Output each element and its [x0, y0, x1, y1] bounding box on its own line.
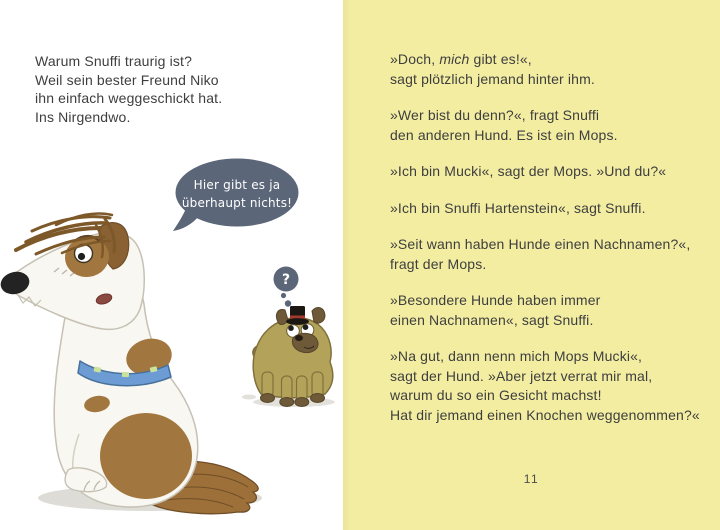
story-line-emphasis: mich [439, 51, 470, 67]
thought-bubble-mark: ? [281, 272, 291, 288]
story-line: sagt der Hund. »Aber jetzt verrat mir mal, [390, 367, 653, 384]
intro-line: ihn einfach weggeschickt hat. [35, 90, 223, 106]
story-line: »Na gut, dann nenn mich Mops Mucki«, [390, 348, 643, 364]
speech-bubble-line: überhaupt nichts! [181, 195, 293, 210]
story-line: einen Nachnamen«, sagt Snuffi. [390, 311, 594, 328]
left-page [0, 0, 343, 530]
intro-text [35, 52, 222, 126]
dog-head [0, 213, 144, 329]
story-line-segment: gibt es!«, [469, 51, 532, 67]
intro-line: Warum Snuffi traurig ist? [35, 53, 193, 69]
story-line: »Ich bin Snuffi Hartenstein«, sagt Snuffi. [390, 199, 646, 216]
story-line: den anderen Hund. Es ist ein Mops. [390, 126, 618, 143]
dog-pupil [78, 253, 85, 260]
paragraph [390, 106, 700, 145]
paragraph [390, 199, 700, 219]
speech-bubble-line: Hier gibt es ja [193, 178, 281, 192]
pug-nose [295, 335, 303, 341]
paragraph [390, 50, 700, 89]
paragraph [390, 291, 700, 330]
page-number: 11 [523, 472, 540, 486]
pug-illustration [242, 267, 335, 408]
intro-line: Ins Nirgendwo. [35, 108, 131, 125]
paragraph [390, 162, 700, 182]
pug-shadow-small [242, 395, 256, 400]
dog-haunch-patch [100, 413, 192, 499]
story-line: »Seit wann haben Hunde einen Nachnamen?«, [390, 236, 691, 252]
story-line: warum du so ein Gesicht machst! [390, 387, 602, 403]
story-line: »Besondere Hunde haben immer [390, 292, 601, 308]
story-line: »Wer bist du denn?«, fragt Snuffi [390, 107, 600, 123]
intro-line: Weil sein bester Freund Niko [35, 71, 219, 88]
pug-top-hat [286, 306, 309, 325]
story-line [390, 50, 700, 70]
story-line: Hat dir jemand einen Knochen weggenommen?« [390, 406, 700, 423]
pug-thought-bubble [274, 267, 299, 307]
story-text [390, 50, 700, 442]
story-line: sagt plötzlich jemand hinter ihm. [390, 70, 595, 87]
story-line: fragt der Mops. [390, 255, 487, 272]
story-line: »Ich bin Mucki«, sagt der Mops. »Und du?« [390, 163, 667, 179]
right-page [343, 0, 720, 530]
speech-bubble-text [175, 177, 299, 212]
paragraph [390, 347, 700, 425]
paragraph [390, 235, 700, 274]
story-line-segment: »Doch, [390, 51, 440, 67]
